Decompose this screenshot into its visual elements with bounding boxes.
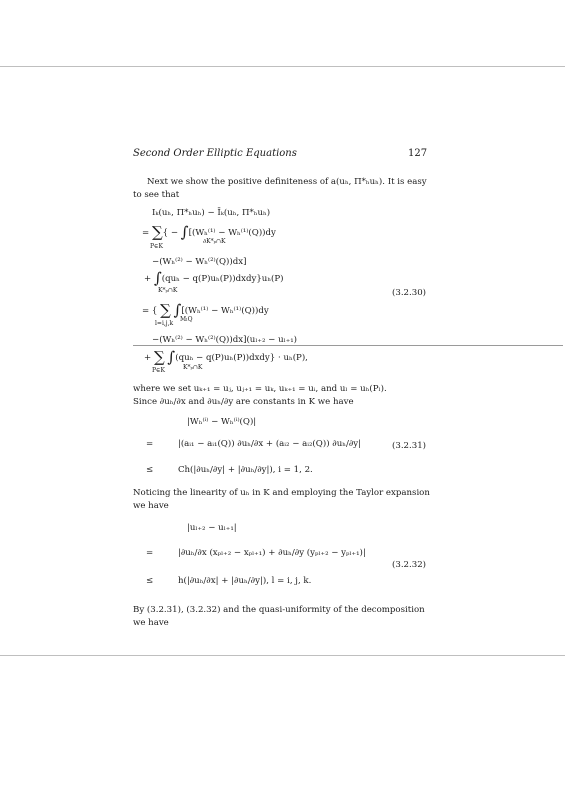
where-line-2: Since ∂uₕ/∂x and ∂uₕ/∂y are constants in K we have	[133, 397, 354, 407]
intro-line-1: Next we show the positive definiteness of a(uₕ, Π*ₕuₕ). It is easy	[147, 177, 427, 187]
closing-line-1: By (3.2.31), (3.2.32) and the quasi-uniformity of the decomposition	[133, 605, 425, 615]
scan-fold-line	[133, 345, 563, 346]
eq3230-line-1: Iₖ(uₕ, Π*ₕuₕ) − Īₖ(uₕ, Π*ₕuₕ)	[152, 208, 271, 218]
eq3230-line-4: + ∫(quₕ − q(P)uₕ(P))dxdy}uₕ(P)	[144, 269, 284, 287]
eq3231-line-2: = |(aᵢ₁ − aᵢ₁(Q)) ∂uₕ/∂x + (aᵢ₂ − aᵢ₂(Q)) ∂uₕ/∂y|	[146, 439, 362, 449]
equals-sign: =	[142, 228, 150, 238]
eq3230-line-2: = ∑{ − ∫[(Wₕ⁽¹⁾ − Wₕ⁽¹⁾(Q))dy	[142, 223, 276, 241]
sum-subscript: P∈K	[152, 367, 165, 374]
eq3231-line-1: |Wₕ⁽ⁱ⁾ − Wₕ⁽ⁱ⁾(Q)|	[187, 417, 257, 427]
integral-subscript: K*ₚ∩K	[158, 287, 178, 294]
summation-sign: ∑	[151, 223, 163, 241]
where-line-1: where we set uₖ₊₁ = uⱼ, uⱼ₊₁ = uₖ, uₖ₊₁ = uᵢ, and uₗ = uₕ(Pₗ).	[133, 384, 387, 394]
integral-subscript: MₗQ	[180, 316, 193, 323]
scan-top-rule	[0, 66, 565, 67]
equation-number: (3.2.32)	[392, 560, 427, 570]
equation-number: (3.2.31)	[392, 441, 427, 451]
eq3232-line-1: |uₗ₊₂ − uₗ₊₁|	[187, 523, 237, 533]
scan-bottom-rule	[0, 655, 565, 656]
sum-subscript: l=i,j,k	[155, 320, 174, 327]
sum-subscript: P∈K	[150, 243, 163, 250]
eq3230-line-7: + ∑ ∫(quₕ − q(P)uₕ(P))dxdy} · uₕ(P),	[144, 348, 308, 366]
page-number: 127	[408, 148, 428, 159]
running-title: Second Order Elliptic Equations	[133, 148, 297, 159]
summation-sign: ∑	[153, 348, 165, 366]
eq3232-line-3: ≤ h(|∂uₕ/∂x| + |∂uₕ/∂y|), l = i, j, k.	[146, 576, 312, 586]
noticing-line-2: we have	[133, 501, 169, 511]
noticing-line-1: Noticing the linearity of uₕ in K and employing the Taylor expansion	[133, 488, 430, 498]
equation-number: (3.2.30)	[392, 288, 427, 298]
integral-sign: ∫	[153, 269, 162, 287]
summation-sign: ∑	[160, 301, 171, 319]
eq3230-line-5: = { ∑ ∫[(Wₕ⁽¹⁾ − Wₕ⁽¹⁾(Q))dy	[142, 301, 269, 319]
eq3231-line-3: ≤ Ch(|∂uₕ/∂y| + |∂uₕ/∂y|), i = 1, 2.	[146, 465, 313, 475]
integral-subscript: ∂K*ₚ∩K	[203, 238, 226, 245]
closing-line-2: we have	[133, 618, 169, 628]
intro-line-2: to see that	[133, 190, 180, 200]
integral-sign: ∫	[180, 223, 189, 241]
integral-subscript: K*ₚ∩K	[183, 364, 203, 371]
integral-sign: ∫	[167, 348, 176, 366]
integral-sign: ∫	[173, 301, 182, 319]
eq3230-line-6: −(Wₕ⁽²⁾ − Wₕ⁽²⁾(Q))dx](uₗ₊₂ − uₗ₊₁)	[152, 335, 298, 345]
eq3232-line-2: = |∂uₕ/∂x (xₚₗ₊₂ − xₚₗ₊₁) + ∂uₕ/∂y (yₚₗ₊₂ − yₚₗ₊₁)|	[146, 548, 366, 558]
eq3230-line-3: −(Wₕ⁽²⁾ − Wₕ⁽²⁾(Q))dx]	[152, 257, 247, 267]
